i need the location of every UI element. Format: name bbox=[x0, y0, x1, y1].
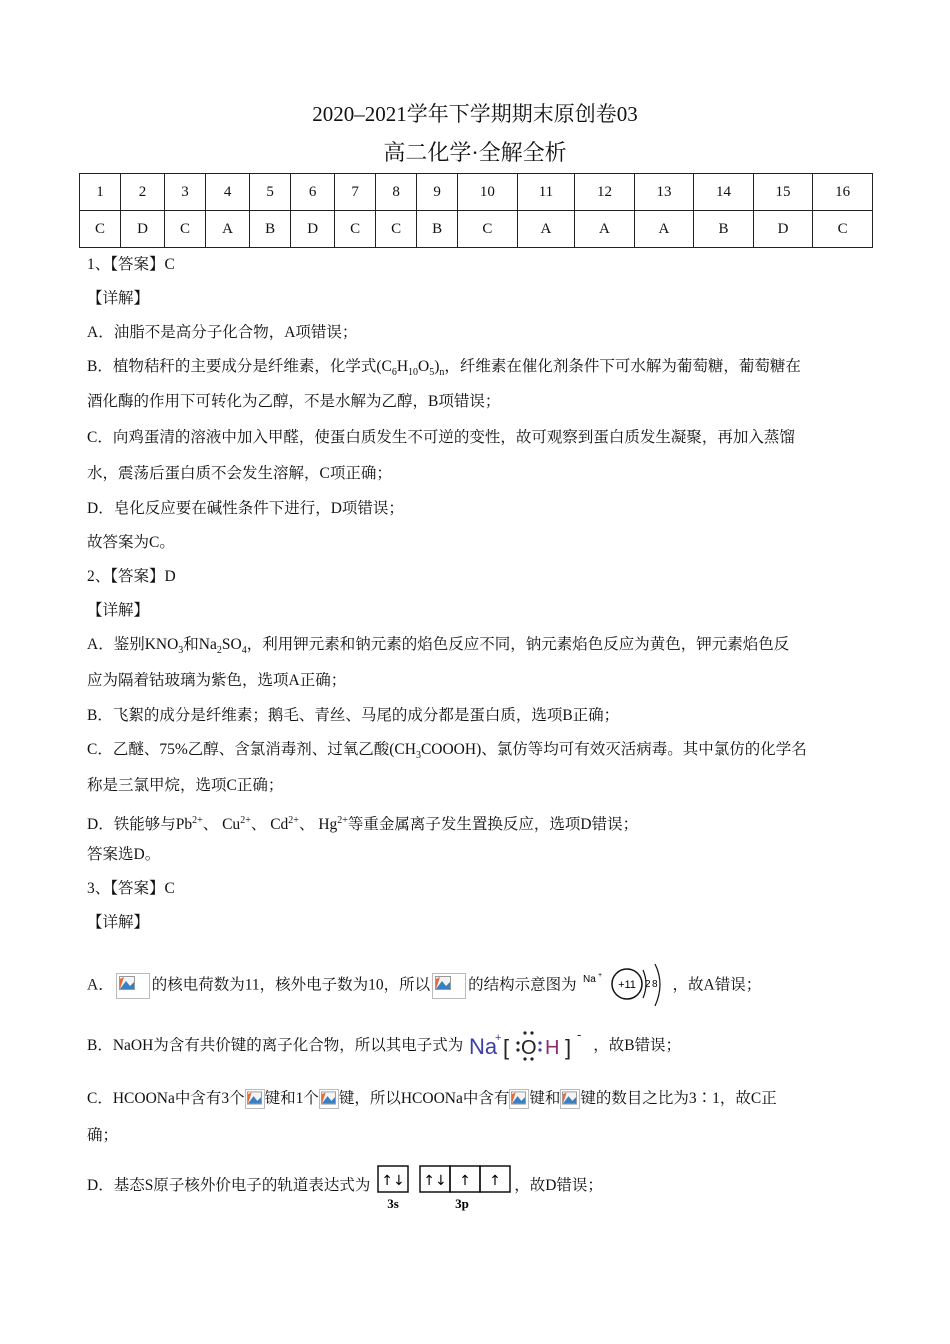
q1-option-b-line2: 酒化酶的作用下可转化为乙醇，不是水解为乙醇，B项错误； bbox=[87, 393, 501, 410]
table-cell: B bbox=[694, 211, 754, 248]
q2-option-c-line1 bbox=[87, 740, 807, 766]
table-cell: 8 bbox=[376, 174, 417, 211]
lewis-oxygen: O bbox=[521, 1037, 537, 1060]
atom-label: Na bbox=[582, 974, 596, 985]
naoh-electron-formula bbox=[467, 1028, 593, 1064]
table-cell: 15 bbox=[753, 174, 813, 211]
q3-option-a bbox=[87, 960, 761, 1012]
answer-table-number-row bbox=[80, 174, 873, 211]
text-run: ，纤维素在催化剂条件下可水解为葡萄糖，葡萄糖在 bbox=[444, 358, 801, 375]
subscript: 10 bbox=[408, 367, 419, 379]
text-run: D．基态S原子核外价电子的轨道表达式为 bbox=[87, 1177, 371, 1194]
q2-option-b: B．飞絮的成分是纤维素；鹅毛、青丝、马尾的成分都是蛋白质，选项B正确； bbox=[87, 707, 620, 724]
table-cell: 10 bbox=[458, 174, 518, 211]
table-cell: 16 bbox=[813, 174, 873, 211]
table-cell: D bbox=[753, 211, 813, 248]
text-run: 键的数目之比为3∶1，故C正 bbox=[580, 1090, 777, 1107]
lewis-sodium: Na bbox=[469, 1034, 498, 1060]
text-run: 键，所以HCOONa中含有 bbox=[338, 1090, 510, 1107]
atom-nucleus-label: +11 bbox=[617, 979, 636, 991]
subscript: 3 bbox=[178, 645, 184, 657]
broken-image-icon bbox=[509, 1089, 529, 1109]
broken-image-icon bbox=[245, 1089, 265, 1109]
q2-detail-label: 【详解】 bbox=[87, 602, 150, 619]
table-cell: 3 bbox=[165, 174, 206, 211]
text-run: B．植物秸秆的主要成分是纤维素，化学式(C bbox=[87, 358, 392, 375]
table-cell: 7 bbox=[335, 174, 376, 211]
text-run: H bbox=[396, 358, 409, 375]
table-cell: A bbox=[206, 211, 250, 248]
subscript: n bbox=[439, 367, 445, 379]
text-run: ，利用钾元素和钠元素的焰色反应不同，钠元素焰色反应为黄色，钾元素焰色反 bbox=[246, 636, 790, 653]
q2-option-d bbox=[87, 811, 638, 835]
text-run: 的核电荷数为11，核外电子数为10，所以 bbox=[151, 976, 431, 994]
table-cell: C bbox=[80, 211, 121, 248]
table-cell: 4 bbox=[206, 174, 250, 211]
q1-option-c-line1: C．向鸡蛋清的溶液中加入甲醛，使蛋白质发生不可逆的变性，故可观察到蛋白质发生凝聚，再加入蒸馏 bbox=[87, 429, 795, 446]
q1-option-d: D．皂化反应要在碱性条件下进行，D项错误； bbox=[87, 500, 404, 517]
text-run: COOOH)、氯仿等均可有效灭活病毒。其中氯仿的化学名 bbox=[420, 741, 807, 758]
sulfur-orbital-diagram bbox=[374, 1158, 514, 1214]
lewis-bracket-close: ] bbox=[565, 1035, 572, 1061]
table-cell: C bbox=[813, 211, 873, 248]
q3-detail-label: 【详解】 bbox=[87, 914, 150, 931]
text-run: ，故B错误； bbox=[593, 1037, 682, 1054]
q1-option-c-line2: 水，震荡后蛋白质不会发生溶解，C项正确； bbox=[87, 465, 392, 482]
text-run: 、 Cu bbox=[202, 816, 241, 834]
table-cell: 5 bbox=[250, 174, 291, 211]
table-cell: 1 bbox=[80, 174, 121, 211]
table-cell: 6 bbox=[291, 174, 335, 211]
table-cell: C bbox=[376, 211, 417, 248]
q2-conclusion: 答案选D。 bbox=[87, 846, 161, 863]
atom-shell-2: 8 bbox=[651, 979, 658, 990]
table-cell: C bbox=[165, 211, 206, 248]
lewis-hydroxide-charge: - bbox=[577, 1028, 582, 1043]
q3-option-c-line2: 确； bbox=[87, 1127, 119, 1144]
q1-heading: 1、【答案】C bbox=[87, 256, 175, 273]
document-subtitle: 高二化学·全解全析 bbox=[383, 140, 567, 165]
text-run: ，故A错误； bbox=[672, 976, 762, 994]
q3-option-d bbox=[87, 1158, 603, 1214]
table-cell: C bbox=[458, 211, 518, 248]
text-run: 键和1个 bbox=[264, 1090, 319, 1107]
orbital-3s-arrows: ↑↓ bbox=[381, 1173, 405, 1190]
text-run: 和Na bbox=[183, 636, 217, 653]
table-cell: A bbox=[634, 211, 694, 248]
text-run: 的结构示意图为 bbox=[468, 976, 577, 994]
broken-image-icon bbox=[319, 1089, 339, 1109]
sodium-ion-structure-diagram bbox=[581, 960, 673, 1012]
table-cell: C bbox=[335, 211, 376, 248]
table-cell: 13 bbox=[634, 174, 694, 211]
q1-conclusion: 故答案为C。 bbox=[87, 534, 175, 551]
broken-image-icon bbox=[432, 973, 466, 999]
orbital-3p-box3-arrows: ↑ bbox=[489, 1173, 502, 1190]
orbital-3s-label: 3s bbox=[387, 1196, 399, 1212]
text-run: ，故D错误； bbox=[514, 1177, 603, 1194]
orbital-3p-label: 3p bbox=[455, 1196, 470, 1212]
text-run: D．铁能够与Pb bbox=[87, 816, 193, 834]
text-run: B．NaOH为含有共价键的离子化合物，所以其电子式为 bbox=[87, 1037, 464, 1054]
superscript: 2+ bbox=[337, 815, 348, 826]
q1-option-a: A．油脂不是高分子化合物，A项错误； bbox=[87, 324, 358, 341]
subscript: 3 bbox=[415, 750, 421, 762]
text-run: 等重金属离子发生置换反应，选项D错误； bbox=[347, 816, 639, 834]
answer-table-answer-row bbox=[80, 211, 873, 248]
text-run: A．鉴别KNO bbox=[87, 636, 179, 653]
table-cell: 2 bbox=[120, 174, 164, 211]
answer-table bbox=[79, 173, 873, 248]
text-run: 、 Hg bbox=[298, 816, 338, 834]
atom-charge: + bbox=[597, 972, 602, 979]
text-run: O bbox=[418, 358, 430, 375]
q2-heading: 2、【答案】D bbox=[87, 568, 176, 585]
subscript: 5 bbox=[429, 367, 435, 379]
q1-option-b-line1 bbox=[87, 357, 801, 383]
table-cell: 9 bbox=[417, 174, 458, 211]
subscript: 2 bbox=[216, 645, 222, 657]
table-cell: D bbox=[120, 211, 164, 248]
text-run: 、 Cd bbox=[250, 816, 289, 834]
lewis-hydrogen: H bbox=[545, 1037, 560, 1060]
q3-option-b bbox=[87, 1028, 681, 1064]
superscript: 2+ bbox=[240, 815, 251, 826]
subscript: 4 bbox=[241, 645, 247, 657]
q2-option-a-line1 bbox=[87, 635, 789, 661]
lewis-bracket-open: [ bbox=[503, 1035, 510, 1061]
document-title: 2020–2021学年下学期期末原创卷03 bbox=[312, 102, 638, 126]
q2-option-c-line2: 称是三氯甲烷，选项C正确； bbox=[87, 777, 284, 794]
text-run: C．乙醚、75%乙醇、含氯消毒剂、过氧乙酸(CH bbox=[87, 741, 416, 758]
q3-heading: 3、【答案】C bbox=[87, 880, 175, 897]
table-cell: D bbox=[291, 211, 335, 248]
broken-image-icon bbox=[116, 973, 150, 999]
table-cell: B bbox=[417, 211, 458, 248]
table-cell: 12 bbox=[575, 174, 635, 211]
lewis-sodium-charge: + bbox=[495, 1032, 502, 1045]
orbital-3p-box2-arrows: ↑ bbox=[459, 1173, 472, 1190]
subscript: 6 bbox=[391, 367, 397, 379]
table-cell: B bbox=[250, 211, 291, 248]
text-run: SO bbox=[221, 636, 242, 653]
text-run: 键和 bbox=[529, 1090, 561, 1107]
table-cell: A bbox=[517, 211, 575, 248]
orbital-3p-box1-arrows: ↑↓ bbox=[423, 1173, 447, 1190]
table-cell: A bbox=[575, 211, 635, 248]
table-cell: 14 bbox=[694, 174, 754, 211]
table-cell: 11 bbox=[517, 174, 575, 211]
text-run: ) bbox=[434, 358, 440, 375]
text-run: A． bbox=[87, 976, 114, 994]
text-run: C．HCOONa中含有3个 bbox=[87, 1090, 245, 1107]
q3-option-c-line1 bbox=[87, 1089, 777, 1109]
superscript: 2+ bbox=[192, 815, 203, 826]
superscript: 2+ bbox=[288, 815, 299, 826]
q2-option-a-line2: 应为隔着钴玻璃为紫色，选项A正确； bbox=[87, 672, 347, 689]
q1-detail-label: 【详解】 bbox=[87, 290, 150, 307]
atom-shell-1: 2 bbox=[644, 979, 651, 990]
broken-image-icon bbox=[560, 1089, 580, 1109]
